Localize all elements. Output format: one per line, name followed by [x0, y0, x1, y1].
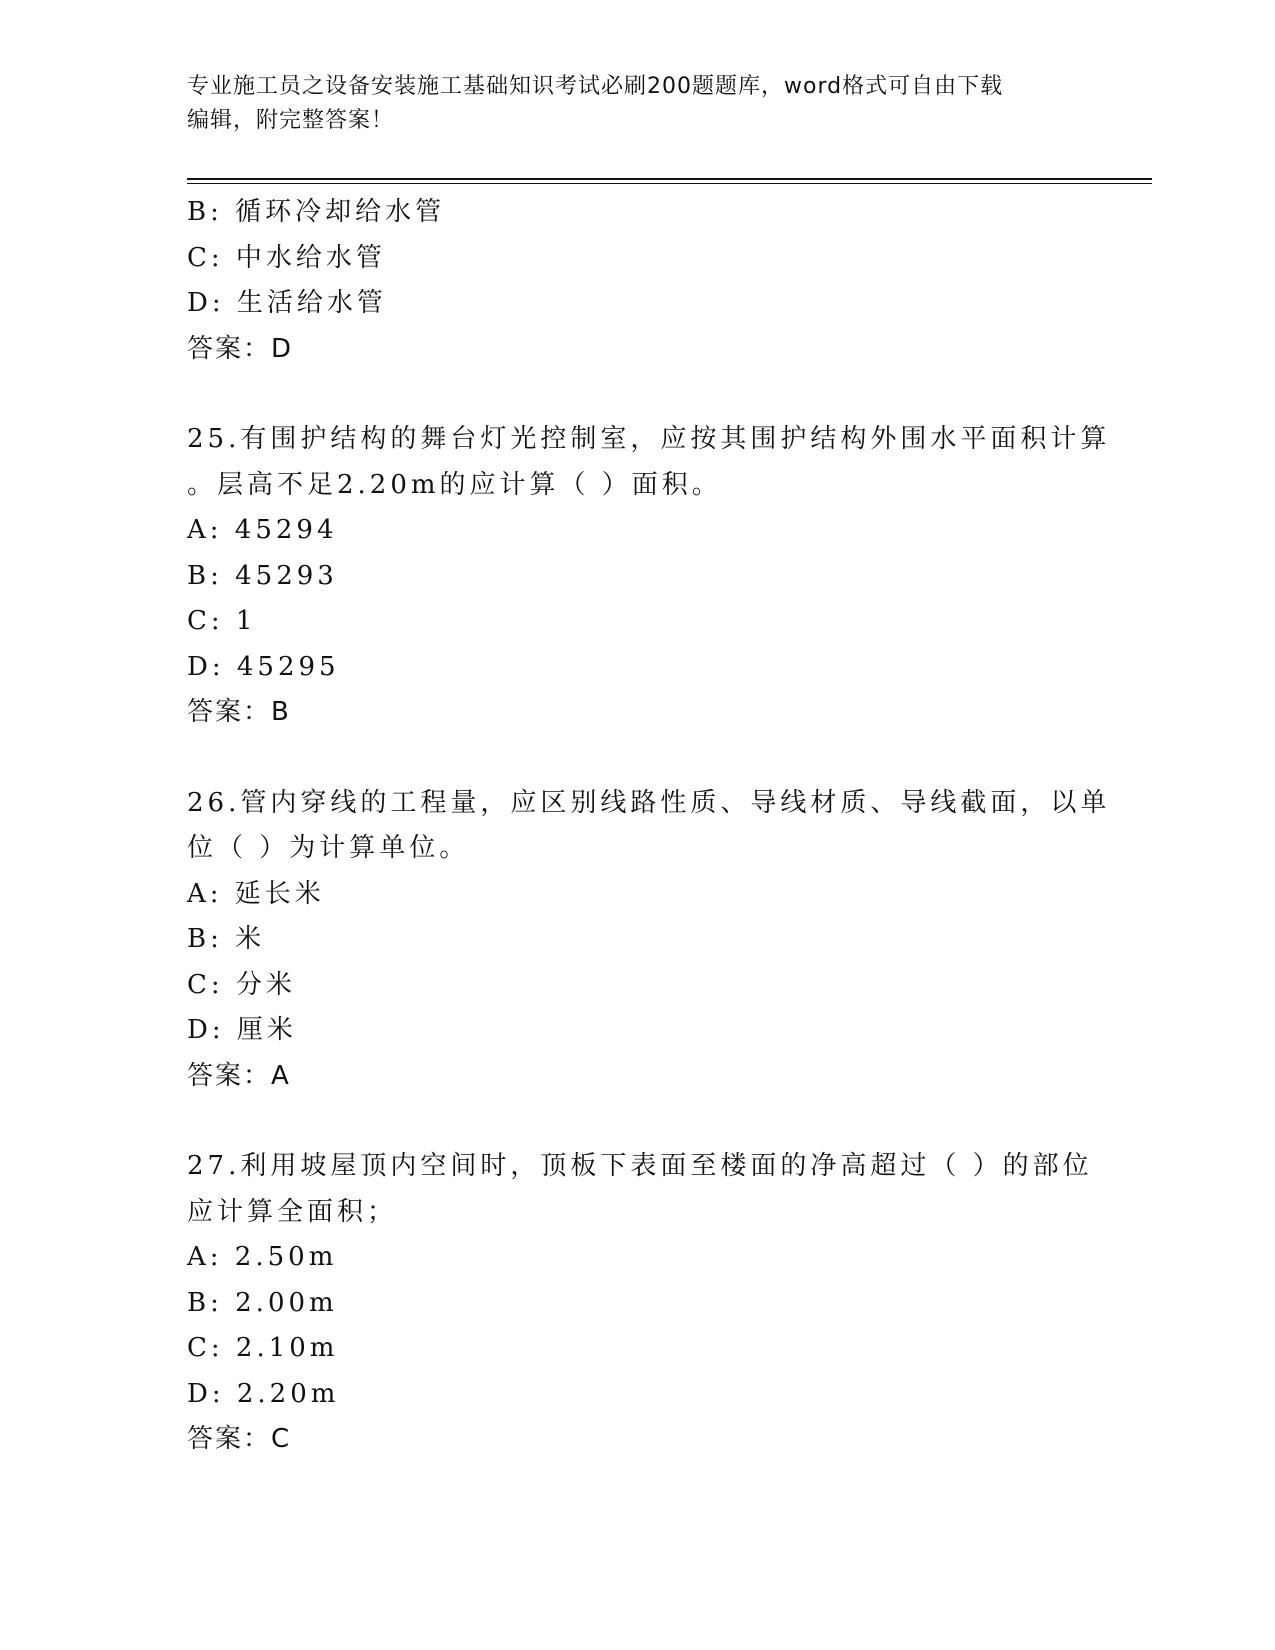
answer-line: 答案：B [187, 697, 291, 727]
option-d: D: 2.20m [187, 1378, 340, 1409]
option-d: D: 45295 [187, 651, 340, 682]
question-stem: 26.管内穿线的工程量，应区别线路性质、导线材质、导线截面，以单 [187, 787, 1111, 818]
question-25 [187, 417, 1111, 736]
question-stem: 应计算全面积； [187, 1196, 398, 1227]
document-header [187, 70, 1067, 138]
question-stem: 。层高不足2.20m的应计算（ ）面积。 [187, 469, 722, 500]
option-d: D: 厘米 [187, 1015, 297, 1045]
document-body [187, 190, 1111, 1463]
option-a: A: 2.50m [187, 1242, 338, 1272]
question-26 [187, 781, 1111, 1100]
option-c: C: 1 [187, 606, 257, 636]
option-b: B: 循环冷却给水管 [187, 197, 446, 227]
option-b: B: 米 [187, 924, 266, 954]
question-stem: 27.利用坡屋顶内空间时，顶板下表面至楼面的净高超过（ ）的部位 [187, 1151, 1093, 1181]
header-line: 编辑，附完整答案！ [187, 108, 395, 133]
option-b: B: 2.00m [187, 1287, 338, 1318]
header-line: 专业施工员之设备安装施工基础知识考试必刷200题题库，word格式可自由下载 [187, 74, 1004, 99]
question-27 [187, 1144, 1093, 1463]
answer-line: 答案：C [187, 1424, 292, 1454]
spacer [187, 736, 1077, 781]
option-d: D: 生活给水管 [187, 288, 387, 318]
answer-line: 答案：D [187, 333, 294, 364]
option-c: C: 2.10m [187, 1333, 339, 1363]
question-stem: 位（ ）为计算单位。 [187, 833, 470, 863]
question-stem: 25.有围护结构的舞台灯光控制室，应按其围护结构外围水平面积计算 [187, 424, 1111, 454]
option-c: C: 中水给水管 [187, 242, 386, 273]
question-24 [187, 190, 1077, 372]
header-divider [187, 178, 1152, 180]
spacer [187, 372, 1077, 417]
option-a: A: 45294 [187, 515, 338, 545]
header-divider [187, 183, 1152, 184]
option-c: C: 分米 [187, 969, 296, 1000]
option-b: B: 45293 [187, 560, 338, 591]
answer-line: 答案：A [187, 1060, 291, 1091]
option-a: A: 延长米 [187, 878, 325, 909]
spacer [187, 1099, 1077, 1144]
